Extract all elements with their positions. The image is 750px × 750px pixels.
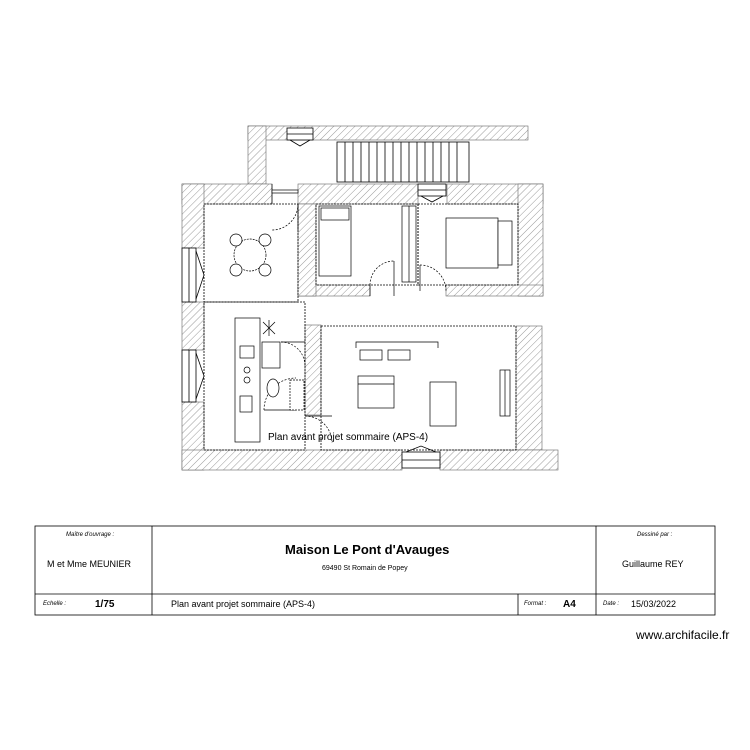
bed-single-icon bbox=[319, 206, 351, 276]
maitre-value: M et Mme MEUNIER bbox=[47, 559, 132, 569]
format-label: Format : bbox=[524, 601, 547, 607]
website-watermark[interactable]: www.archifacile.fr bbox=[636, 628, 730, 642]
furniture bbox=[230, 206, 512, 442]
wall-bottom-left bbox=[182, 450, 402, 470]
wardrobe-icon bbox=[402, 206, 416, 282]
window-top-upper bbox=[287, 128, 313, 146]
date-value: 15/03/2022 bbox=[631, 599, 677, 609]
toilet-icon bbox=[262, 342, 280, 397]
door-bedroom-1 bbox=[370, 261, 394, 296]
kitchen-counter-icon bbox=[235, 318, 260, 442]
bed-double-icon bbox=[446, 218, 512, 268]
project-title: Maison Le Pont d'Avauges bbox=[285, 542, 450, 557]
armchair-icon bbox=[358, 376, 394, 408]
window-left-1 bbox=[182, 248, 204, 302]
plan-label: Plan avant projet sommaire (APS-4) bbox=[268, 432, 429, 443]
wall-mid-horizontal-2 bbox=[446, 285, 543, 296]
plan-description: Plan avant projet sommaire (APS-4) bbox=[171, 599, 316, 609]
door-bedroom-2 bbox=[420, 265, 446, 291]
maitre-label: Maître d'ouvrage : bbox=[66, 532, 115, 538]
wall-left-mid bbox=[182, 302, 204, 350]
format-value: A4 bbox=[563, 599, 576, 610]
dining-table-icon bbox=[230, 234, 271, 276]
staircase bbox=[337, 142, 469, 182]
window-bottom bbox=[402, 446, 440, 468]
wall-top-mid bbox=[298, 184, 418, 204]
wall-bottom-right bbox=[440, 450, 558, 470]
dessine-label: Dessiné par : bbox=[637, 532, 673, 538]
sofa-icon bbox=[356, 342, 438, 360]
wall-interior-vertical bbox=[298, 204, 316, 296]
echelle-value: 1/75 bbox=[95, 599, 115, 610]
wall-right-lower bbox=[516, 326, 542, 450]
wall-interior-lower bbox=[305, 325, 321, 415]
dessine-value: Guillaume REY bbox=[622, 559, 684, 569]
wall-right-upper bbox=[518, 184, 543, 296]
window-left-2 bbox=[182, 350, 204, 402]
project-address: 69490 St Romain de Popey bbox=[322, 565, 408, 572]
fan-icon bbox=[263, 320, 275, 336]
coffee-table-icon bbox=[430, 382, 456, 426]
date-label: Date : bbox=[603, 601, 620, 607]
tv-unit-icon bbox=[500, 370, 510, 416]
door-entrance bbox=[272, 184, 298, 230]
shower-icon bbox=[290, 380, 304, 410]
echelle-label: Echelle : bbox=[43, 601, 67, 607]
wall-left-top bbox=[182, 184, 204, 248]
door-kitchen bbox=[281, 342, 305, 366]
wall-upper-left bbox=[248, 126, 266, 184]
window-top-stair bbox=[418, 184, 446, 202]
